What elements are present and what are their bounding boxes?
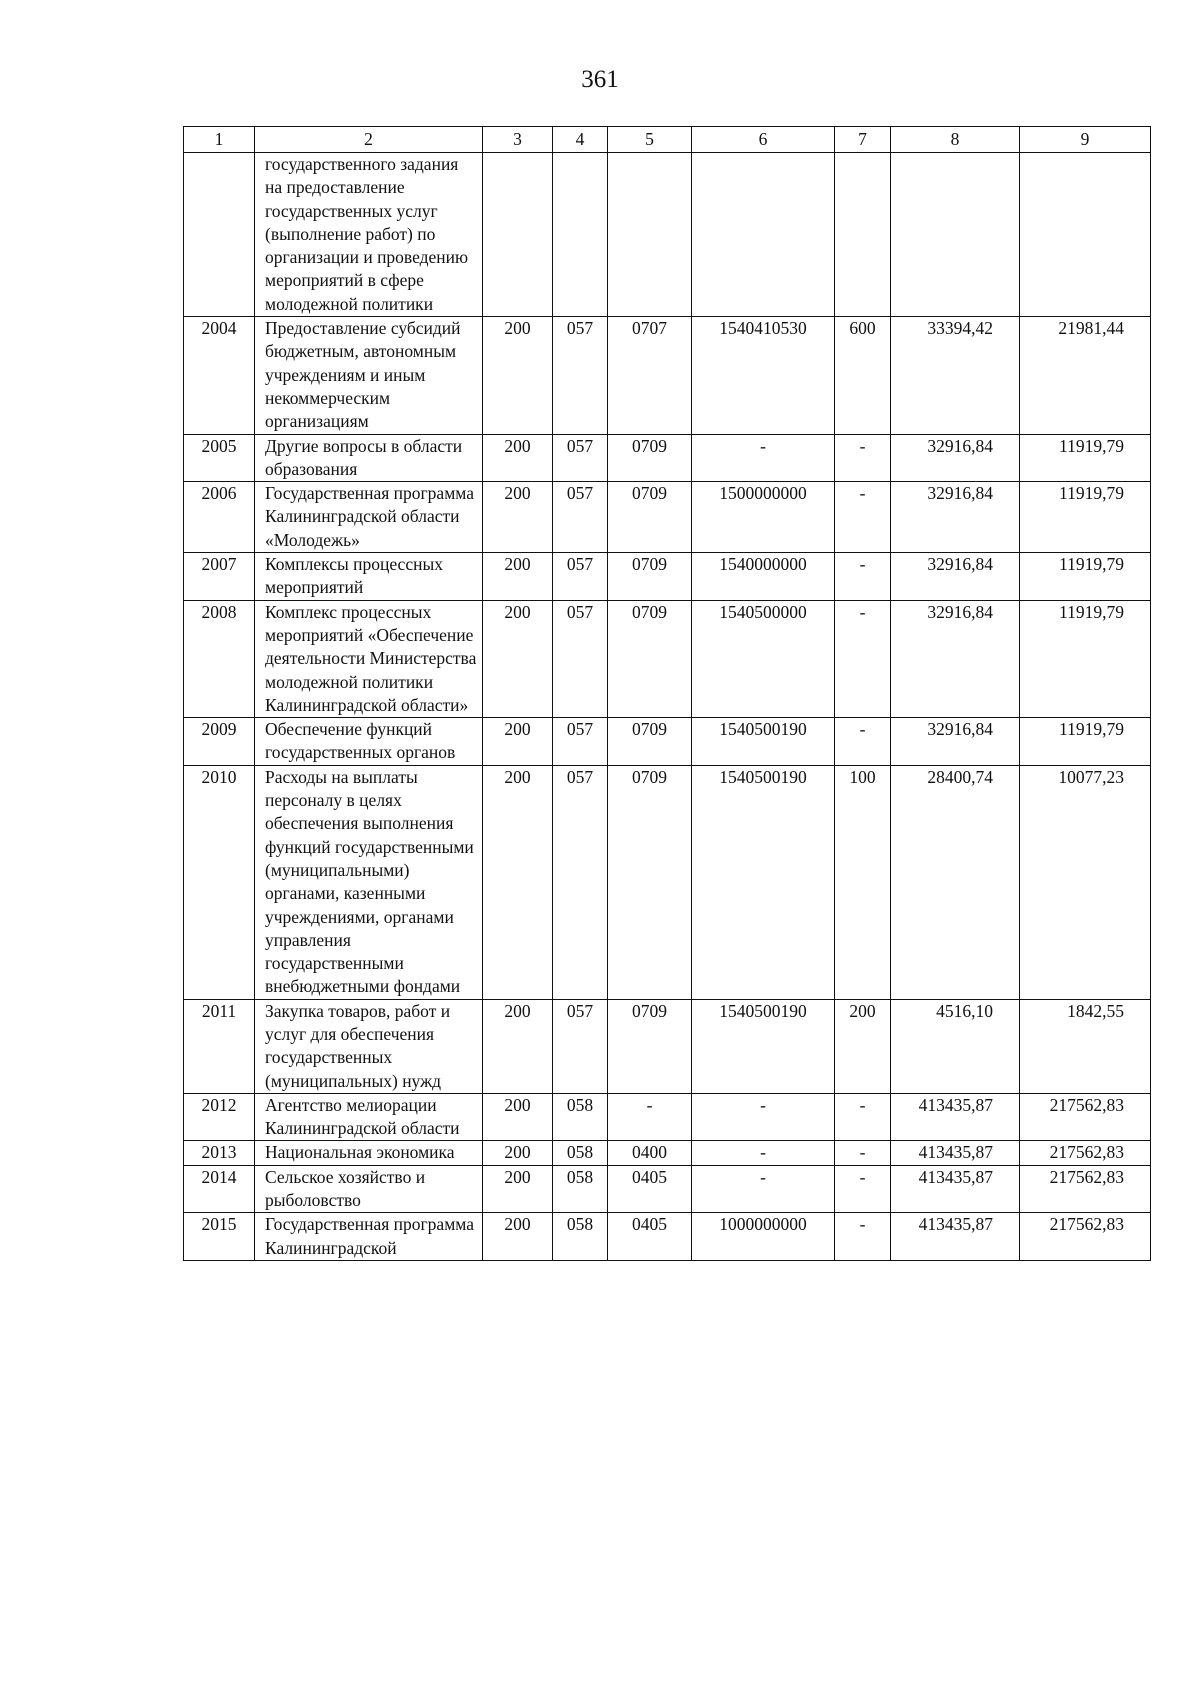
col5-value: 0709: [608, 999, 692, 1093]
col6-value: 1540500190: [692, 718, 835, 766]
table-row: [184, 1213, 1151, 1261]
col7-value: -: [835, 1213, 891, 1261]
col5-value: 0709: [608, 482, 692, 553]
table-row: [184, 482, 1151, 553]
col6-value: 1000000000: [692, 1213, 835, 1261]
col9-value: 21981,44: [1020, 317, 1151, 434]
col7-value: -: [835, 482, 891, 553]
col3-value: 200: [483, 1165, 553, 1213]
header-cell: 7: [835, 127, 891, 153]
col5-value: 0709: [608, 600, 692, 717]
header-cell: 8: [891, 127, 1020, 153]
col3-value: [483, 153, 553, 317]
col9-value: 217562,83: [1020, 1165, 1151, 1213]
col3-value: 200: [483, 434, 553, 482]
col9-value: 11919,79: [1020, 434, 1151, 482]
col7-value: 100: [835, 765, 891, 999]
col7-value: -: [835, 600, 891, 717]
col6-value: -: [692, 1093, 835, 1141]
col8-value: 32916,84: [891, 600, 1020, 717]
col6-value: -: [692, 434, 835, 482]
col6-value: -: [692, 1141, 835, 1165]
col4-value: 057: [553, 999, 608, 1093]
col5-value: 0709: [608, 765, 692, 999]
table-row: [184, 600, 1151, 717]
col3-value: 200: [483, 317, 553, 434]
col4-value: 057: [553, 765, 608, 999]
header-cell: 9: [1020, 127, 1151, 153]
col3-value: 200: [483, 1213, 553, 1261]
col8-value: 413435,87: [891, 1093, 1020, 1141]
row-name: Другие вопросы в области образования: [255, 434, 483, 482]
col3-value: 200: [483, 765, 553, 999]
row-number: 2014: [184, 1165, 255, 1213]
col5-value: [608, 153, 692, 317]
col7-value: -: [835, 718, 891, 766]
col7-value: -: [835, 434, 891, 482]
col4-value: 057: [553, 553, 608, 601]
page-number: 361: [581, 66, 619, 93]
table-row: [184, 1141, 1151, 1165]
col8-value: 413435,87: [891, 1213, 1020, 1261]
col3-value: 200: [483, 600, 553, 717]
table-row: [184, 999, 1151, 1093]
table-row: [184, 434, 1151, 482]
col6-value: 1540500190: [692, 765, 835, 999]
row-number: 2006: [184, 482, 255, 553]
row-number: [184, 153, 255, 317]
col4-value: 057: [553, 482, 608, 553]
col4-value: 058: [553, 1093, 608, 1141]
col6-value: 1540410530: [692, 317, 835, 434]
col9-value: [1020, 153, 1151, 317]
row-name: Сельское хозяйство и рыболовство: [255, 1165, 483, 1213]
col5-value: 0709: [608, 553, 692, 601]
row-number: 2013: [184, 1141, 255, 1165]
col9-value: 10077,23: [1020, 765, 1151, 999]
table-row: [184, 153, 1151, 317]
col7-value: -: [835, 553, 891, 601]
row-name: Национальная экономика: [255, 1141, 483, 1165]
col8-value: 413435,87: [891, 1165, 1020, 1213]
table-row: [184, 317, 1151, 434]
col3-value: 200: [483, 999, 553, 1093]
row-name: Государственная программа Калининградской области «Молодежь»: [255, 482, 483, 553]
col5-value: 0405: [608, 1213, 692, 1261]
col4-value: 057: [553, 718, 608, 766]
col4-value: 058: [553, 1141, 608, 1165]
table-row: [184, 553, 1151, 601]
col6-value: -: [692, 1165, 835, 1213]
table-row: [184, 765, 1151, 999]
col9-value: 217562,83: [1020, 1213, 1151, 1261]
row-name: Агентство мелиорации Калининградской области: [255, 1093, 483, 1141]
col5-value: -: [608, 1093, 692, 1141]
col5-value: 0400: [608, 1141, 692, 1165]
col4-value: 057: [553, 600, 608, 717]
row-number: 2005: [184, 434, 255, 482]
budget-table: [183, 126, 1151, 1261]
col9-value: 217562,83: [1020, 1093, 1151, 1141]
row-number: 2007: [184, 553, 255, 601]
row-name: Комплекс процессных мероприятий «Обеспечение деятельности Министерства молодежной политики Калининградской области»: [255, 600, 483, 717]
row-number: 2015: [184, 1213, 255, 1261]
table-row: [184, 1165, 1151, 1213]
table-row: [184, 718, 1151, 766]
col9-value: 11919,79: [1020, 718, 1151, 766]
col5-value: 0709: [608, 434, 692, 482]
col6-value: 1540500190: [692, 999, 835, 1093]
row-name: Обеспечение функций государственных органов: [255, 718, 483, 766]
col5-value: 0709: [608, 718, 692, 766]
table-row: [184, 1093, 1151, 1141]
col7-value: -: [835, 1141, 891, 1165]
row-number: 2011: [184, 999, 255, 1093]
col9-value: 1842,55: [1020, 999, 1151, 1093]
col8-value: 33394,42: [891, 317, 1020, 434]
col4-value: 058: [553, 1165, 608, 1213]
row-number: 2010: [184, 765, 255, 999]
col9-value: 11919,79: [1020, 482, 1151, 553]
col4-value: 057: [553, 317, 608, 434]
col8-value: 28400,74: [891, 765, 1020, 999]
header-cell: 6: [692, 127, 835, 153]
row-name: Закупка товаров, работ и услуг для обеспечения государственных (муниципальных) нужд: [255, 999, 483, 1093]
row-number: 2008: [184, 600, 255, 717]
col7-value: [835, 153, 891, 317]
header-cell: 1: [184, 127, 255, 153]
header-row: [184, 127, 1151, 153]
col3-value: 200: [483, 553, 553, 601]
col7-value: -: [835, 1093, 891, 1141]
col6-value: 1500000000: [692, 482, 835, 553]
col5-value: 0405: [608, 1165, 692, 1213]
col7-value: -: [835, 1165, 891, 1213]
row-number: 2009: [184, 718, 255, 766]
header-cell: 5: [608, 127, 692, 153]
row-name: Расходы на выплаты персоналу в целях обеспечения выполнения функций государственными (муниципальными) органами, казенными учреждениями, органами управления государственными внебюджетными фондами: [255, 765, 483, 999]
col3-value: 200: [483, 1141, 553, 1165]
row-name: Предоставление субсидий бюджетным, автономным учреждениям и иным некоммерческим организациям: [255, 317, 483, 434]
col3-value: 200: [483, 482, 553, 553]
col8-value: [891, 153, 1020, 317]
row-name: государственного задания на предоставление государственных услуг (выполнение работ) по организации и проведению мероприятий в сфере молодежной политики: [255, 153, 483, 317]
col4-value: 058: [553, 1213, 608, 1261]
col7-value: 200: [835, 999, 891, 1093]
col9-value: 217562,83: [1020, 1141, 1151, 1165]
col6-value: 1540500000: [692, 600, 835, 717]
col8-value: 32916,84: [891, 553, 1020, 601]
header-cell: 2: [255, 127, 483, 153]
col3-value: 200: [483, 718, 553, 766]
col4-value: [553, 153, 608, 317]
col8-value: 413435,87: [891, 1141, 1020, 1165]
col6-value: [692, 153, 835, 317]
header-cell: 4: [553, 127, 608, 153]
col6-value: 1540000000: [692, 553, 835, 601]
col8-value: 32916,84: [891, 718, 1020, 766]
col5-value: 0707: [608, 317, 692, 434]
col9-value: 11919,79: [1020, 553, 1151, 601]
row-number: 2004: [184, 317, 255, 434]
col8-value: 32916,84: [891, 482, 1020, 553]
col8-value: 32916,84: [891, 434, 1020, 482]
col4-value: 057: [553, 434, 608, 482]
row-name: Государственная программа Калининградской: [255, 1213, 483, 1261]
col8-value: 4516,10: [891, 999, 1020, 1093]
col9-value: 11919,79: [1020, 600, 1151, 717]
row-name: Комплексы процессных мероприятий: [255, 553, 483, 601]
header-cell: 3: [483, 127, 553, 153]
col7-value: 600: [835, 317, 891, 434]
row-number: 2012: [184, 1093, 255, 1141]
col3-value: 200: [483, 1093, 553, 1141]
table-body: [184, 153, 1151, 1261]
